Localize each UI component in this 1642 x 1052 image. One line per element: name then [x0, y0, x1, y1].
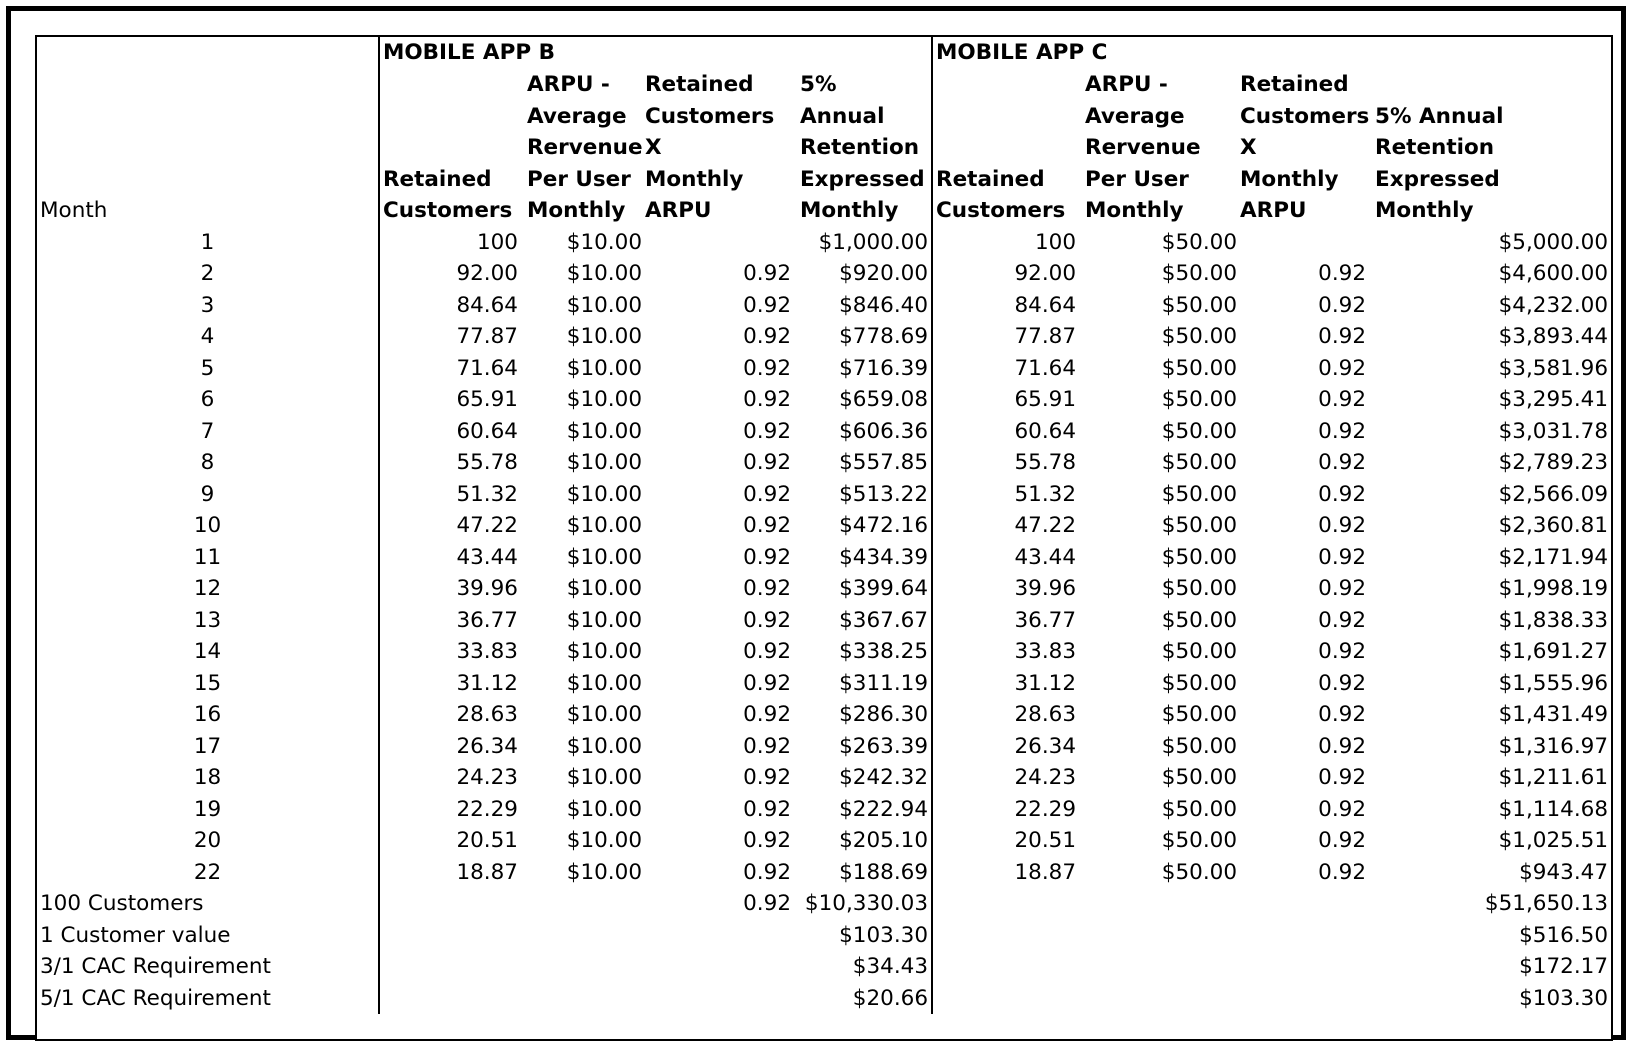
header-line: Monthly	[1085, 198, 1184, 223]
header-line: Retained	[645, 72, 754, 97]
b-value-cell: $557.85	[839, 450, 929, 475]
c-value-cell: $2,566.09	[1498, 481, 1609, 507]
c-value-cell: $1,316.97	[1498, 733, 1609, 759]
c-multiplier-cell: 0.92	[1318, 261, 1367, 286]
b-arpu-cell: $10.00	[566, 576, 642, 601]
c-retained-header	[932, 69, 1082, 227]
header-line: Per User	[527, 166, 631, 192]
c-multiplier-cell: 0.92	[1318, 324, 1367, 349]
empty-cell	[1237, 951, 1372, 983]
c-multiplier-cell: 0.92	[1318, 418, 1367, 444]
header-line: Monthly	[1240, 166, 1339, 192]
b-multiplier-cell: 0.92	[743, 607, 791, 633]
header-line: 5% Annual	[800, 72, 885, 129]
b-summary-value: $20.66	[852, 985, 929, 1011]
month-cell: 4	[200, 324, 215, 349]
c-retained-cell: 39.96	[932, 573, 1082, 605]
empty-cell	[932, 920, 1082, 952]
b-retained-cell: 55.78	[379, 447, 524, 479]
summary-row	[37, 920, 1611, 952]
b-retained-cell: 36.77	[379, 605, 524, 637]
c-arpu-cell: $50.00	[1161, 670, 1238, 696]
c-retained-cell: 84.64	[932, 290, 1082, 322]
header-line: Monthly	[527, 198, 626, 223]
header-line: Retention	[800, 135, 920, 160]
app-c-title: MOBILE APP C	[932, 37, 1611, 69]
month-cell: 20	[193, 828, 222, 853]
b-retained-cell: 71.64	[379, 353, 524, 385]
c-retained-cell: 65.91	[932, 384, 1082, 416]
table-row	[37, 447, 1611, 479]
b-arpu-header	[524, 69, 642, 227]
empty-cell	[1082, 888, 1237, 920]
c-value-cell: $1,431.49	[1498, 702, 1609, 727]
b-multiplier-cell: 0.92	[743, 324, 791, 349]
b-arpu-cell: $10.00	[566, 229, 642, 255]
header-line: Rervenue	[1085, 135, 1201, 160]
b-value-cell: $367.67	[839, 607, 929, 633]
b-value-cell: $286.30	[839, 702, 929, 727]
empty-cell	[1237, 983, 1372, 1015]
c-value-cell: $1,211.61	[1498, 765, 1609, 790]
c-retained-cell: 100	[932, 227, 1082, 259]
c-multiplier-cell: 0.92	[1318, 639, 1367, 664]
c-arpu-cell: $50.00	[1161, 828, 1238, 853]
c-multiplier-cell: 0.92	[1318, 387, 1367, 412]
b-arpu-cell: $10.00	[566, 607, 642, 633]
c-multiplier-cell	[1237, 227, 1372, 259]
b-value-cell: $205.10	[839, 828, 929, 853]
c-value-cell: $1,838.33	[1498, 607, 1609, 633]
c-multiplier-cell: 0.92	[1318, 702, 1367, 727]
empty-cell	[1082, 983, 1237, 1015]
empty-cell	[932, 951, 1082, 983]
empty-cell	[379, 888, 524, 920]
b-multiplier-cell: 0.92	[743, 355, 791, 381]
c-multiplier-cell: 0.92	[1318, 670, 1367, 696]
summary-row	[37, 983, 1611, 1015]
b-retained-cell: 51.32	[379, 479, 524, 511]
month-cell: 16	[193, 702, 222, 727]
c-arpu-cell: $50.00	[1161, 513, 1238, 538]
header-line: Customers	[383, 198, 513, 223]
b-arpu-cell: $10.00	[566, 828, 642, 853]
header-line: ARPU -	[527, 72, 610, 97]
c-retained-cell: 20.51	[932, 825, 1082, 857]
b-multiplier-cell: 0.92	[743, 639, 791, 664]
b-arpu-cell: $10.00	[566, 324, 642, 349]
empty-cell	[524, 983, 642, 1015]
header-line: Average	[1085, 103, 1185, 129]
b-arpu-cell: $10.00	[566, 387, 642, 412]
b-retained-x-header	[642, 69, 797, 227]
b-summary-value: $10,330.03	[804, 891, 929, 916]
c-arpu-cell: $50.00	[1161, 576, 1238, 601]
c-arpu-cell: $50.00	[1161, 859, 1238, 885]
b-retained-cell: 22.29	[379, 794, 524, 826]
b-arpu-cell: $10.00	[566, 639, 642, 664]
empty-cell	[524, 951, 642, 983]
table-row	[37, 290, 1611, 322]
c-retained-x-header	[1237, 69, 1372, 227]
c-arpu-cell: $50.00	[1161, 796, 1238, 822]
c-value-cell: $2,360.81	[1498, 513, 1609, 538]
month-cell: 9	[200, 481, 215, 507]
b-arpu-cell: $10.00	[566, 765, 642, 790]
c-multiplier-cell: 0.92	[1318, 576, 1367, 601]
b-multiplier-cell: 0.92	[743, 450, 791, 475]
b-retained-cell: 20.51	[379, 825, 524, 857]
table-row	[37, 542, 1611, 574]
empty-cell	[1082, 920, 1237, 952]
b-arpu-cell: $10.00	[566, 292, 642, 318]
header-line: Expressed	[800, 166, 925, 192]
b-retained-cell: 33.83	[379, 636, 524, 668]
c-retained-cell: 71.64	[932, 353, 1082, 385]
c-summary-value: $103.30	[1519, 985, 1609, 1011]
c-value-cell: $1,691.27	[1498, 639, 1609, 664]
b-annual-header	[797, 69, 932, 227]
month-cell: 5	[200, 355, 215, 381]
c-arpu-header	[1082, 69, 1237, 227]
b-multiplier-cell: 0.92	[743, 261, 791, 286]
c-value-cell: $2,171.94	[1498, 544, 1609, 570]
spreadsheet	[35, 35, 1613, 1041]
c-multiplier-cell: 0.92	[1318, 765, 1367, 790]
c-arpu-cell: $50.00	[1161, 387, 1238, 412]
empty-cell	[1237, 888, 1372, 920]
app-b-title: MOBILE APP B	[379, 37, 932, 69]
b-summary-multiplier	[642, 951, 797, 983]
c-value-cell: $4,232.00	[1498, 292, 1609, 318]
image-frame	[6, 6, 1626, 1040]
c-retained-cell: 22.29	[932, 794, 1082, 826]
header-line: Monthly	[1375, 198, 1474, 223]
column-header-row	[37, 69, 1611, 227]
b-arpu-cell: $10.00	[566, 702, 642, 727]
empty-cell	[379, 920, 524, 952]
month-cell: 2	[200, 261, 215, 286]
b-arpu-cell: $10.00	[566, 670, 642, 696]
b-value-cell: $846.40	[839, 292, 929, 318]
b-arpu-cell: $10.00	[566, 796, 642, 822]
header-line: Retained	[1240, 72, 1349, 97]
c-arpu-cell: $50.00	[1161, 450, 1238, 475]
b-multiplier-cell: 0.92	[743, 828, 791, 853]
b-multiplier-cell: 0.92	[743, 387, 791, 412]
b-arpu-cell: $10.00	[566, 355, 642, 381]
header-line: Monthly	[800, 198, 899, 223]
month-cell: 22	[193, 859, 222, 885]
table-row	[37, 699, 1611, 731]
b-value-cell: $659.08	[839, 387, 929, 412]
header-line: 5% Annual	[1375, 103, 1504, 129]
empty-cell	[524, 920, 642, 952]
b-summary-multiplier	[642, 920, 797, 952]
c-retained-cell: 31.12	[932, 668, 1082, 700]
table-row	[37, 479, 1611, 511]
b-summary-value: $34.43	[852, 954, 929, 979]
month-cell: 18	[193, 765, 222, 790]
b-multiplier-cell: 0.92	[743, 702, 791, 727]
c-summary-value: $51,650.13	[1484, 891, 1609, 916]
c-multiplier-cell: 0.92	[1318, 796, 1367, 822]
b-arpu-cell: $10.00	[566, 450, 642, 475]
header-line: Per User	[1085, 166, 1189, 192]
b-value-cell: $920.00	[839, 261, 929, 286]
table-row	[37, 605, 1611, 637]
b-multiplier-cell: 0.92	[743, 765, 791, 790]
table-row	[37, 668, 1611, 700]
table-row	[37, 416, 1611, 448]
c-multiplier-cell: 0.92	[1318, 607, 1367, 633]
c-multiplier-cell: 0.92	[1318, 544, 1367, 570]
month-cell: 10	[193, 513, 222, 538]
b-multiplier-cell: 0.92	[743, 796, 791, 822]
table-row	[37, 762, 1611, 794]
table-row	[37, 321, 1611, 353]
table-row	[37, 636, 1611, 668]
c-arpu-cell: $50.00	[1161, 765, 1238, 790]
b-value-cell: $338.25	[839, 639, 929, 664]
c-retained-cell: 43.44	[932, 542, 1082, 574]
c-value-cell: $2,789.23	[1498, 450, 1609, 475]
c-multiplier-cell: 0.92	[1318, 733, 1367, 759]
c-arpu-cell: $50.00	[1161, 292, 1238, 318]
month-cell: 7	[200, 418, 215, 444]
c-arpu-cell: $50.00	[1161, 324, 1238, 349]
month-cell: 15	[193, 670, 222, 696]
empty-cell	[1082, 951, 1237, 983]
header-line: Expressed	[1375, 166, 1500, 192]
retention-table	[37, 37, 1611, 1014]
table-row	[37, 227, 1611, 259]
summary-label: 5/1 CAC Requirement	[40, 985, 271, 1011]
table-row	[37, 510, 1611, 542]
header-line: ARPU -	[1085, 72, 1168, 97]
b-multiplier-cell: 0.92	[743, 513, 791, 538]
b-retained-header	[379, 69, 524, 227]
c-value-cell: $1,998.19	[1498, 576, 1609, 601]
b-retained-cell: 65.91	[379, 384, 524, 416]
month-cell: 13	[193, 607, 222, 633]
c-arpu-cell: $50.00	[1161, 261, 1238, 286]
empty-cell	[932, 983, 1082, 1015]
month-cell: 11	[193, 544, 222, 570]
summary-label: 1 Customer value	[40, 922, 231, 948]
empty-cell	[1237, 920, 1372, 952]
header-line: ARPU	[645, 198, 712, 223]
table-row	[37, 825, 1611, 857]
c-multiplier-cell: 0.92	[1318, 481, 1367, 507]
b-multiplier-cell: 0.92	[743, 544, 791, 570]
b-summary-multiplier: 0.92	[743, 891, 791, 916]
b-multiplier-cell: 0.92	[743, 576, 791, 601]
app-title-row	[37, 37, 1611, 69]
header-line: Retention	[1375, 135, 1495, 160]
b-arpu-cell: $10.00	[566, 261, 642, 286]
b-value-cell: $716.39	[839, 355, 929, 381]
c-value-cell: $3,295.41	[1498, 387, 1609, 412]
c-retained-cell: 51.32	[932, 479, 1082, 511]
summary-label: 3/1 CAC Requirement	[40, 954, 271, 979]
c-value-cell: $1,114.68	[1498, 796, 1609, 822]
header-line: ARPU	[1240, 198, 1307, 223]
b-multiplier-cell: 0.92	[743, 418, 791, 444]
c-arpu-cell: $50.00	[1161, 229, 1238, 255]
c-value-cell: $4,600.00	[1498, 261, 1609, 286]
header-line: Customers	[936, 198, 1066, 223]
c-retained-cell: 60.64	[932, 416, 1082, 448]
c-summary-value: $172.17	[1519, 954, 1609, 979]
table-row	[37, 794, 1611, 826]
b-arpu-cell: $10.00	[566, 418, 642, 444]
header-line: Monthly	[645, 166, 744, 192]
b-value-cell: $434.39	[839, 544, 929, 570]
b-multiplier-cell: 0.92	[743, 292, 791, 318]
b-value-cell: $399.64	[839, 576, 929, 601]
c-retained-cell: 18.87	[932, 857, 1082, 889]
b-retained-cell: 39.96	[379, 573, 524, 605]
empty-cell	[379, 983, 524, 1015]
c-arpu-cell: $50.00	[1161, 481, 1238, 507]
header-line: Average	[527, 103, 627, 129]
b-retained-cell: 84.64	[379, 290, 524, 322]
c-summary-value: $516.50	[1519, 922, 1609, 948]
b-retained-cell: 18.87	[379, 857, 524, 889]
c-value-cell: $3,893.44	[1498, 324, 1609, 349]
b-value-cell: $242.32	[839, 765, 929, 790]
c-multiplier-cell: 0.92	[1318, 450, 1367, 475]
b-retained-cell: 100	[379, 227, 524, 259]
b-retained-cell: 28.63	[379, 699, 524, 731]
month-cell: 17	[193, 733, 222, 759]
b-multiplier-cell: 0.92	[743, 859, 791, 885]
c-arpu-cell: $50.00	[1161, 733, 1238, 759]
b-multiplier-cell: 0.92	[743, 733, 791, 759]
b-value-cell: $606.36	[839, 418, 929, 444]
c-retained-cell: 24.23	[932, 762, 1082, 794]
c-value-cell: $5,000.00	[1498, 229, 1609, 255]
month-header: Month	[40, 198, 108, 223]
header-line: Retained	[936, 166, 1045, 192]
header-line: Retained	[383, 166, 492, 192]
month-cell: 19	[193, 796, 222, 822]
b-arpu-cell: $10.00	[566, 544, 642, 570]
c-value-cell: $1,555.96	[1498, 670, 1609, 696]
table-row	[37, 384, 1611, 416]
c-value-cell: $3,031.78	[1498, 418, 1609, 444]
c-retained-cell: 28.63	[932, 699, 1082, 731]
b-retained-cell: 92.00	[379, 258, 524, 290]
c-retained-cell: 36.77	[932, 605, 1082, 637]
c-annual-header	[1372, 69, 1611, 227]
month-cell: 14	[193, 639, 222, 664]
b-value-cell: $263.39	[839, 733, 929, 759]
empty-cell	[524, 888, 642, 920]
b-value-cell: $1,000.00	[818, 229, 929, 255]
b-arpu-cell: $10.00	[566, 513, 642, 538]
b-value-cell: $188.69	[839, 859, 929, 885]
c-retained-cell: 55.78	[932, 447, 1082, 479]
c-value-cell: $1,025.51	[1498, 828, 1609, 853]
summary-row	[37, 951, 1611, 983]
b-value-cell: $778.69	[839, 324, 929, 349]
c-arpu-cell: $50.00	[1161, 544, 1238, 570]
c-multiplier-cell: 0.92	[1318, 859, 1367, 885]
c-arpu-cell: $50.00	[1161, 607, 1238, 633]
c-multiplier-cell: 0.92	[1318, 292, 1367, 318]
header-line: Customers X	[645, 103, 775, 160]
month-cell: 12	[193, 576, 222, 601]
c-value-cell: $3,581.96	[1498, 355, 1609, 381]
b-retained-cell: 31.12	[379, 668, 524, 700]
c-retained-cell: 77.87	[932, 321, 1082, 353]
b-multiplier-cell: 0.92	[743, 481, 791, 507]
header-line: Customers X	[1240, 103, 1370, 160]
summary-row	[37, 888, 1611, 920]
table-row	[37, 258, 1611, 290]
b-summary-multiplier	[642, 983, 797, 1015]
b-retained-cell: 60.64	[379, 416, 524, 448]
c-retained-cell: 47.22	[932, 510, 1082, 542]
b-multiplier-cell	[642, 227, 797, 259]
b-retained-cell: 43.44	[379, 542, 524, 574]
table-row	[37, 731, 1611, 763]
c-multiplier-cell: 0.92	[1318, 828, 1367, 853]
month-cell: 6	[200, 387, 215, 412]
header-line: Rervenue	[527, 135, 643, 160]
summary-label: 100 Customers	[40, 891, 204, 916]
b-value-cell: $222.94	[839, 796, 929, 822]
c-retained-cell: 33.83	[932, 636, 1082, 668]
b-retained-cell: 24.23	[379, 762, 524, 794]
table-row	[37, 573, 1611, 605]
b-summary-value: $103.30	[839, 922, 929, 948]
c-retained-cell: 26.34	[932, 731, 1082, 763]
b-value-cell: $472.16	[839, 513, 929, 538]
b-arpu-cell: $10.00	[566, 733, 642, 759]
b-arpu-cell: $10.00	[566, 859, 642, 885]
b-retained-cell: 26.34	[379, 731, 524, 763]
month-cell: 8	[200, 450, 215, 475]
empty-cell	[379, 951, 524, 983]
month-cell: 3	[200, 292, 215, 318]
b-value-cell: $311.19	[839, 670, 929, 696]
table-row	[37, 857, 1611, 889]
b-value-cell: $513.22	[839, 481, 929, 507]
empty-cell	[932, 888, 1082, 920]
c-arpu-cell: $50.00	[1161, 639, 1238, 664]
c-multiplier-cell: 0.92	[1318, 355, 1367, 381]
b-retained-cell: 47.22	[379, 510, 524, 542]
b-retained-cell: 77.87	[379, 321, 524, 353]
c-arpu-cell: $50.00	[1161, 355, 1238, 381]
month-cell: 1	[200, 229, 215, 255]
c-multiplier-cell: 0.92	[1318, 513, 1367, 538]
c-value-cell: $943.47	[1519, 859, 1609, 885]
c-arpu-cell: $50.00	[1161, 702, 1238, 727]
b-arpu-cell: $10.00	[566, 481, 642, 507]
b-multiplier-cell: 0.92	[743, 670, 791, 696]
c-retained-cell: 92.00	[932, 258, 1082, 290]
c-arpu-cell: $50.00	[1161, 418, 1238, 444]
table-row	[37, 353, 1611, 385]
